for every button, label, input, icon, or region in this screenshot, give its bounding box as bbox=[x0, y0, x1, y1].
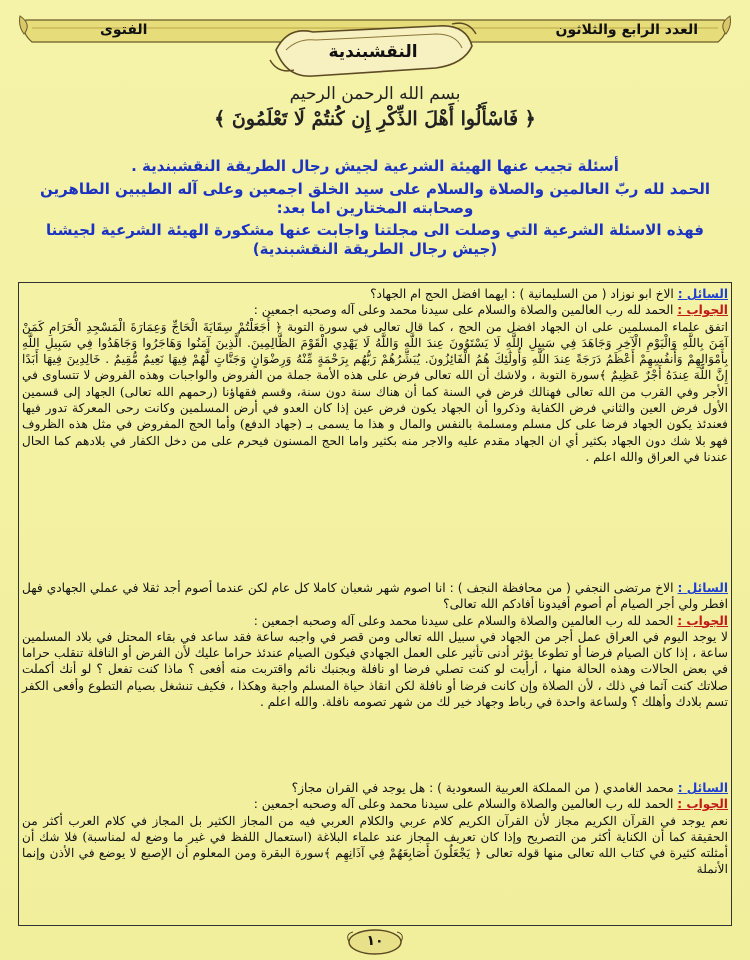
intro-line-4: فهذه الاسئلة الشرعية التي وصلت الى مجلتنا واجابت عنها مشكورة الهيئة الشرعية لجيشنا bbox=[45, 221, 705, 239]
answer-label: الجواب : bbox=[677, 303, 728, 318]
page-number: ١٠ bbox=[366, 933, 384, 949]
answer-intro-text: الحمد لله رب العالمين والصلاة والسلام على سيدنا محمد وعلى آله وصحبه اجمعين : bbox=[253, 797, 674, 812]
section-title: الفتوى bbox=[100, 22, 148, 38]
answer-2-intro bbox=[22, 613, 728, 629]
page-number-badge bbox=[345, 928, 405, 956]
answer-intro-text: الحمد لله رب العالمين والصلاة والسلام على سيدنا محمد وعلى آله وصحبه اجمعين : bbox=[253, 303, 674, 318]
question-text: الاخ مرتضى النجفي ( من محافظة النجف ) : انا اصوم شهر شعبان كاملا كل عام لكن عندما أصوم أجد ثقلا في عملي الجهادي فهل افطر ولي أجر الصيام أم أصوم أفيدونا أفادكم الله تعالى؟ bbox=[22, 581, 728, 612]
answer-1-body: اتفق علماء المسلمين على ان الجهاد افضل من الحج ، كما قال تعالى في سورة التوبة ﴿ أَجَعَلْتُمْ سِقَايَةَ الْحَاجِّ وَعِمَارَةَ الْمَسْجِدِ الْحَرَامِ كَمَنْ آمَنَ بِاللَّهِ وَالْيَوْمِ الْآخِرِ وَجَاهَدَ فِي سَبِيلِ اللَّهِ لَا يَسْتَوُونَ عِندَ اللَّهِ وَاللَّهُ لَا يَهْدِي الْقَوْمَ الظَّالِمِينَ. الَّذِينَ آمَنُوا وَهَاجَرُوا وَجَاهَدُوا فِي سَبِيلِ اللَّهِ بِأَمْوَالِهِمْ وَأَنفُسِهِمْ أَعْظَمُ دَرَجَةً عِندَ اللَّهِ وَأُولَٰئِكَ هُمُ الْفَائِزُونَ. يُبَشِّرُهُمْ رَبُّهُم بِرَحْمَةٍ مِّنْهُ وَرِضْوَانٍ وَجَنَّاتٍ لَّهُمْ فِيهَا نَعِيمٌ مُّقِيمٌ . خَالِدِينَ فِيهَا أَبَدًا إِنَّ اللَّهَ عِندَهُ أَجْرٌ عَظِيمٌ ﴾سورة التوبة ، ولاشك أن الله تعالى فرض على هذه الأمة جملة من الفروض والواجبات وهذه الفروض لا تتساوى في الأجر وفي القرب من الله تعالى فهنالك فرض في السنة كما أن هناك سنة دون سنة، وقسم فقهاؤنا (رحمهم الله تعالى) الجهاد إلى قسمين الأول فرض العين والثاني فرض الكفاية وذكروا أن الجهاد يكون فرض عين إذا كان العدو في أرض المسلمين وكانت رحى المعركة تدور فيها فعندئذ يكون الجهاد فرضا على كل مسلم ومسلمة بالنفس والمال و هذا ما يسمى بـ (جهاد الدفع) وأما الحج المفروض في مثل هذه الظروف فهو بلا شك دون الجهاد بكثير أي ان الجهاد مقدم عليه والاجر منه بكثير واما الحج المسنون فيحرم على من دخل الكفار في بلادهم كما الحال عندنا في العراق والله اعلم . bbox=[22, 319, 728, 464]
question-label: السائل : bbox=[677, 781, 728, 795]
banner-title: النقشبندية bbox=[328, 42, 418, 62]
intro-line-5: (جيش رجال الطريقة النقشبندية) bbox=[252, 240, 498, 258]
intro-line-2: الحمد لله ربّ العالمين والصلاة والسلام على سيد الخلق اجمعين وعلى آله الطيبين الطاهرين bbox=[39, 180, 711, 198]
answer-label: الجواب : bbox=[677, 797, 728, 812]
answer-label: الجواب : bbox=[677, 613, 728, 628]
basmala: بسم الله الرحمن الرحيم bbox=[289, 84, 461, 104]
question-3 bbox=[22, 780, 728, 796]
intro-line-3: وصحابته المختارين اما بعد: bbox=[276, 199, 474, 217]
intro-line-1: أسئلة تجيب عنها الهيئة الشرعية لجيش رجال الطريقة النقشبندية . bbox=[131, 157, 619, 175]
answer-2-body: لا يوجد اليوم في العراق عمل أجر من الجهاد في سبيل الله تعالى ومن قصر في واجبه ساعة فقد ساعد في بقاء المحتل في بلاد المسلمين ساعة ، إذا كان الصيام فرضا أو تطوعا يؤثر أدنى تأثير على العمل الجهادي فيكون الصيام عندئذ حراما عليك لأن الفرض أو النافلة تنقلب حراما في بعض الحالات وهذه الحالة منها ، أرأيت لو كنت تصلي فرضا او نافلة وبجنبك نائم واقتربت منه أفعى ؟ ماذا كنت تفعل ؟ لو أنك أكملت صلاتك كنت آثما في ذلك ، لأن الصلاة وإن كانت فرضا أو نافلة لكن انقاذ حياة المسلم واجبة وهكذا ، فكيف تنشغل بصيام التطوع وأفعى الكفر تسم بلادك وأهلك ؟ ولساعة واحدة في رباط وجهاد خير لك من شهر تصومه نافلة. والله اعلم . bbox=[22, 629, 728, 710]
question-label: السائل : bbox=[677, 581, 728, 595]
issue-number: العدد الرابع والثلاثون bbox=[555, 22, 698, 38]
question-2 bbox=[22, 580, 728, 613]
answer-3-intro bbox=[22, 796, 728, 812]
qa-item-2 bbox=[22, 580, 728, 710]
qa-item-3 bbox=[22, 780, 728, 878]
question-text: محمد الغامدي ( من المملكة العربية السعودية ) : هل يوجد في القران مجاز؟ bbox=[291, 781, 674, 795]
answer-3-body: نعم يوجد في القرآن الكريم مجاز لأن القرآن الكريم كلام عربي والكلام العربي فيه من المجاز الكثير بل المجاز في كلام العرب أكثر من الحقيقة كما أن الكناية أكثر من التصريح وإذا كان تعريف المجاز عند علماء البلاغة (استعمال اللفظ في غير ما وضع له لمناسبة) فلا شك أن أمثلته كثيرة في كتاب الله تعالى منها قوله تعالى ﴿ يَجْعَلُونَ أَصَابِعَهُمْ فِي آذَانِهِم ﴾سورة البقرة ومن المعلوم أن الإصبع لا يوضع في الأذن وإنما الأنملة bbox=[22, 813, 728, 877]
question-text: الاخ ابو نوزاد ( من السليمانية ) : ايهما افضل الحج ام الجهاد؟ bbox=[370, 287, 674, 301]
question-1 bbox=[22, 286, 728, 302]
quran-verse: ﴿ فَاسْأَلُوا أَهْلَ الذِّكْرِ إِن كُنتُمْ لَا تَعْلَمُونَ ﴾ bbox=[214, 108, 536, 130]
answer-1-intro bbox=[22, 302, 728, 318]
title-banner bbox=[268, 20, 478, 88]
answer-intro-text: الحمد لله رب العالمين والصلاة والسلام على سيدنا محمد وعلى آله وصحبه اجمعين : bbox=[253, 613, 674, 628]
qa-item-1 bbox=[22, 286, 728, 465]
question-label: السائل : bbox=[677, 287, 728, 301]
